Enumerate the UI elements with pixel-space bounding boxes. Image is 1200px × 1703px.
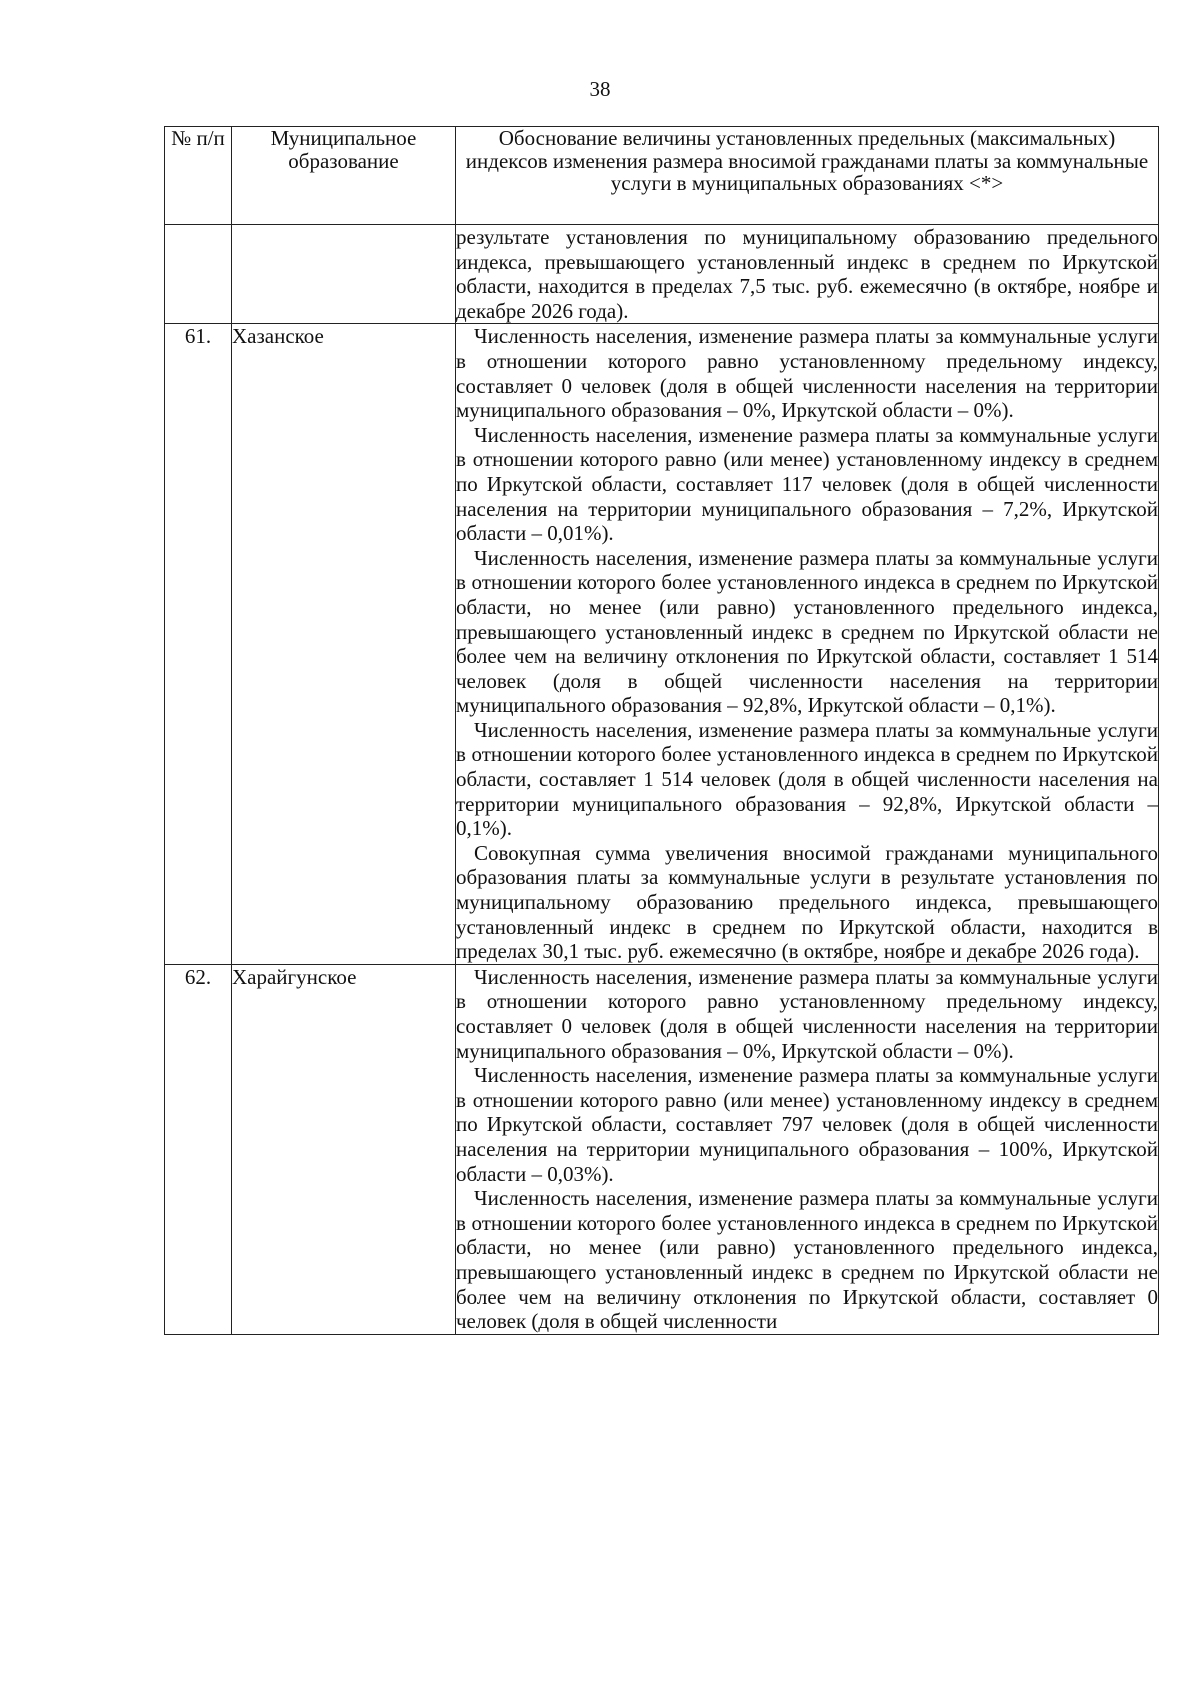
row-num-cell: [165, 225, 232, 324]
paragraph: Численность населения, изменение размера платы за коммунальные услуги в отношении которого более установленного индекса в среднем по Иркутской области, но менее (или равно) установленного предельного индекса, превышающего установленный индекс в среднем по Иркутской области не более чем на величину отклонения по Иркутской области, составляет 1 514 человек (доля в общей численности населения на территории муниципального образования – 92,8%, Иркутской области – 0,1%).: [456, 545, 1158, 718]
paragraph: Численность населения, изменение размера платы за коммунальные услуги в отношении которого равно установленному предельному индексу, составляет 0 человек (доля в общей численности населения на территории муниципального образования – 0%, Иркутской области – 0%).: [456, 964, 1158, 1063]
row-text-cell: [456, 324, 1159, 964]
municipality-name: Хазанское: [232, 324, 456, 964]
header-num: № п/п: [165, 127, 232, 225]
header-justification: Обоснование величины установленных предельных (максимальных) индексов изменения размера вносимой гражданами платы за коммунальные услуги в муниципальных образованиях <*>: [456, 127, 1159, 225]
paragraph: результате установления по муниципальному образованию предельного индекса, превышающего установленный индекс в среднем по Иркутской области, находится в пределах 7,5 тыс. руб. ежемесячно (в октябре, ноябре и декабре 2026 года).: [456, 225, 1158, 323]
row-text-cell: [456, 225, 1159, 324]
row-text-cell: [456, 964, 1159, 1334]
paragraph: Численность населения, изменение размера платы за коммунальные услуги в отношении которого более установленного индекса в среднем по Иркутской области, составляет 1 514 человек (доля в общей численности населения на территории муниципального образования – 92,8%, Иркутской области – 0,1%).: [456, 717, 1158, 841]
header-municipality: Муниципальное образование: [232, 127, 456, 225]
table-row-61: [165, 324, 1159, 964]
justification-table: [164, 126, 1159, 1335]
paragraph: Численность населения, изменение размера платы за коммунальные услуги в отношении которого более установленного индекса в среднем по Иркутской области, но менее (или равно) установленного предельного индекса, превышающего установленный индекс в среднем по Иркутской области не более чем на величину отклонения по Иркутской области, составляет 0 человек (доля в общей численности: [456, 1186, 1158, 1334]
paragraph: Численность населения, изменение размера платы за коммунальные услуги в отношении которого равно (или менее) установленному индексу в среднем по Иркутской области, составляет 117 человек (доля в общей численности населения на территории муниципального образования – 7,2%, Иркутской области – 0,01%).: [456, 422, 1158, 546]
table-row-continuation: [165, 225, 1159, 324]
paragraph: Совокупная сумма увеличения вносимой гражданами муниципального образования платы за коммунальные услуги в результате установления по муниципальному образованию предельного индекса, превышающего установленный индекс в среднем по Иркутской области, находится в пределах 30,1 тыс. руб. ежемесячно (в октябре, ноябре и декабре 2026 года).: [456, 840, 1158, 964]
row-name-cell: [232, 225, 456, 324]
row-number: 61.: [165, 324, 232, 964]
row-number: 62.: [165, 964, 232, 1334]
paragraph: Численность населения, изменение размера платы за коммунальные услуги в отношении которого равно (или менее) установленному индексу в среднем по Иркутской области, составляет 797 человек (доля в общей численности населения на территории муниципального образования – 100%, Иркутской области – 0,03%).: [456, 1063, 1158, 1186]
table-row-62: [165, 964, 1159, 1334]
paragraph: Численность населения, изменение размера платы за коммунальные услуги в отношении которого равно установленному предельному индексу, составляет 0 человек (доля в общей численности населения на территории муниципального образования – 0%, Иркутской области – 0%).: [456, 324, 1158, 423]
table-header: [165, 127, 1159, 225]
page-number: 38: [589, 77, 611, 101]
municipality-name: Харайгунское: [232, 964, 456, 1334]
